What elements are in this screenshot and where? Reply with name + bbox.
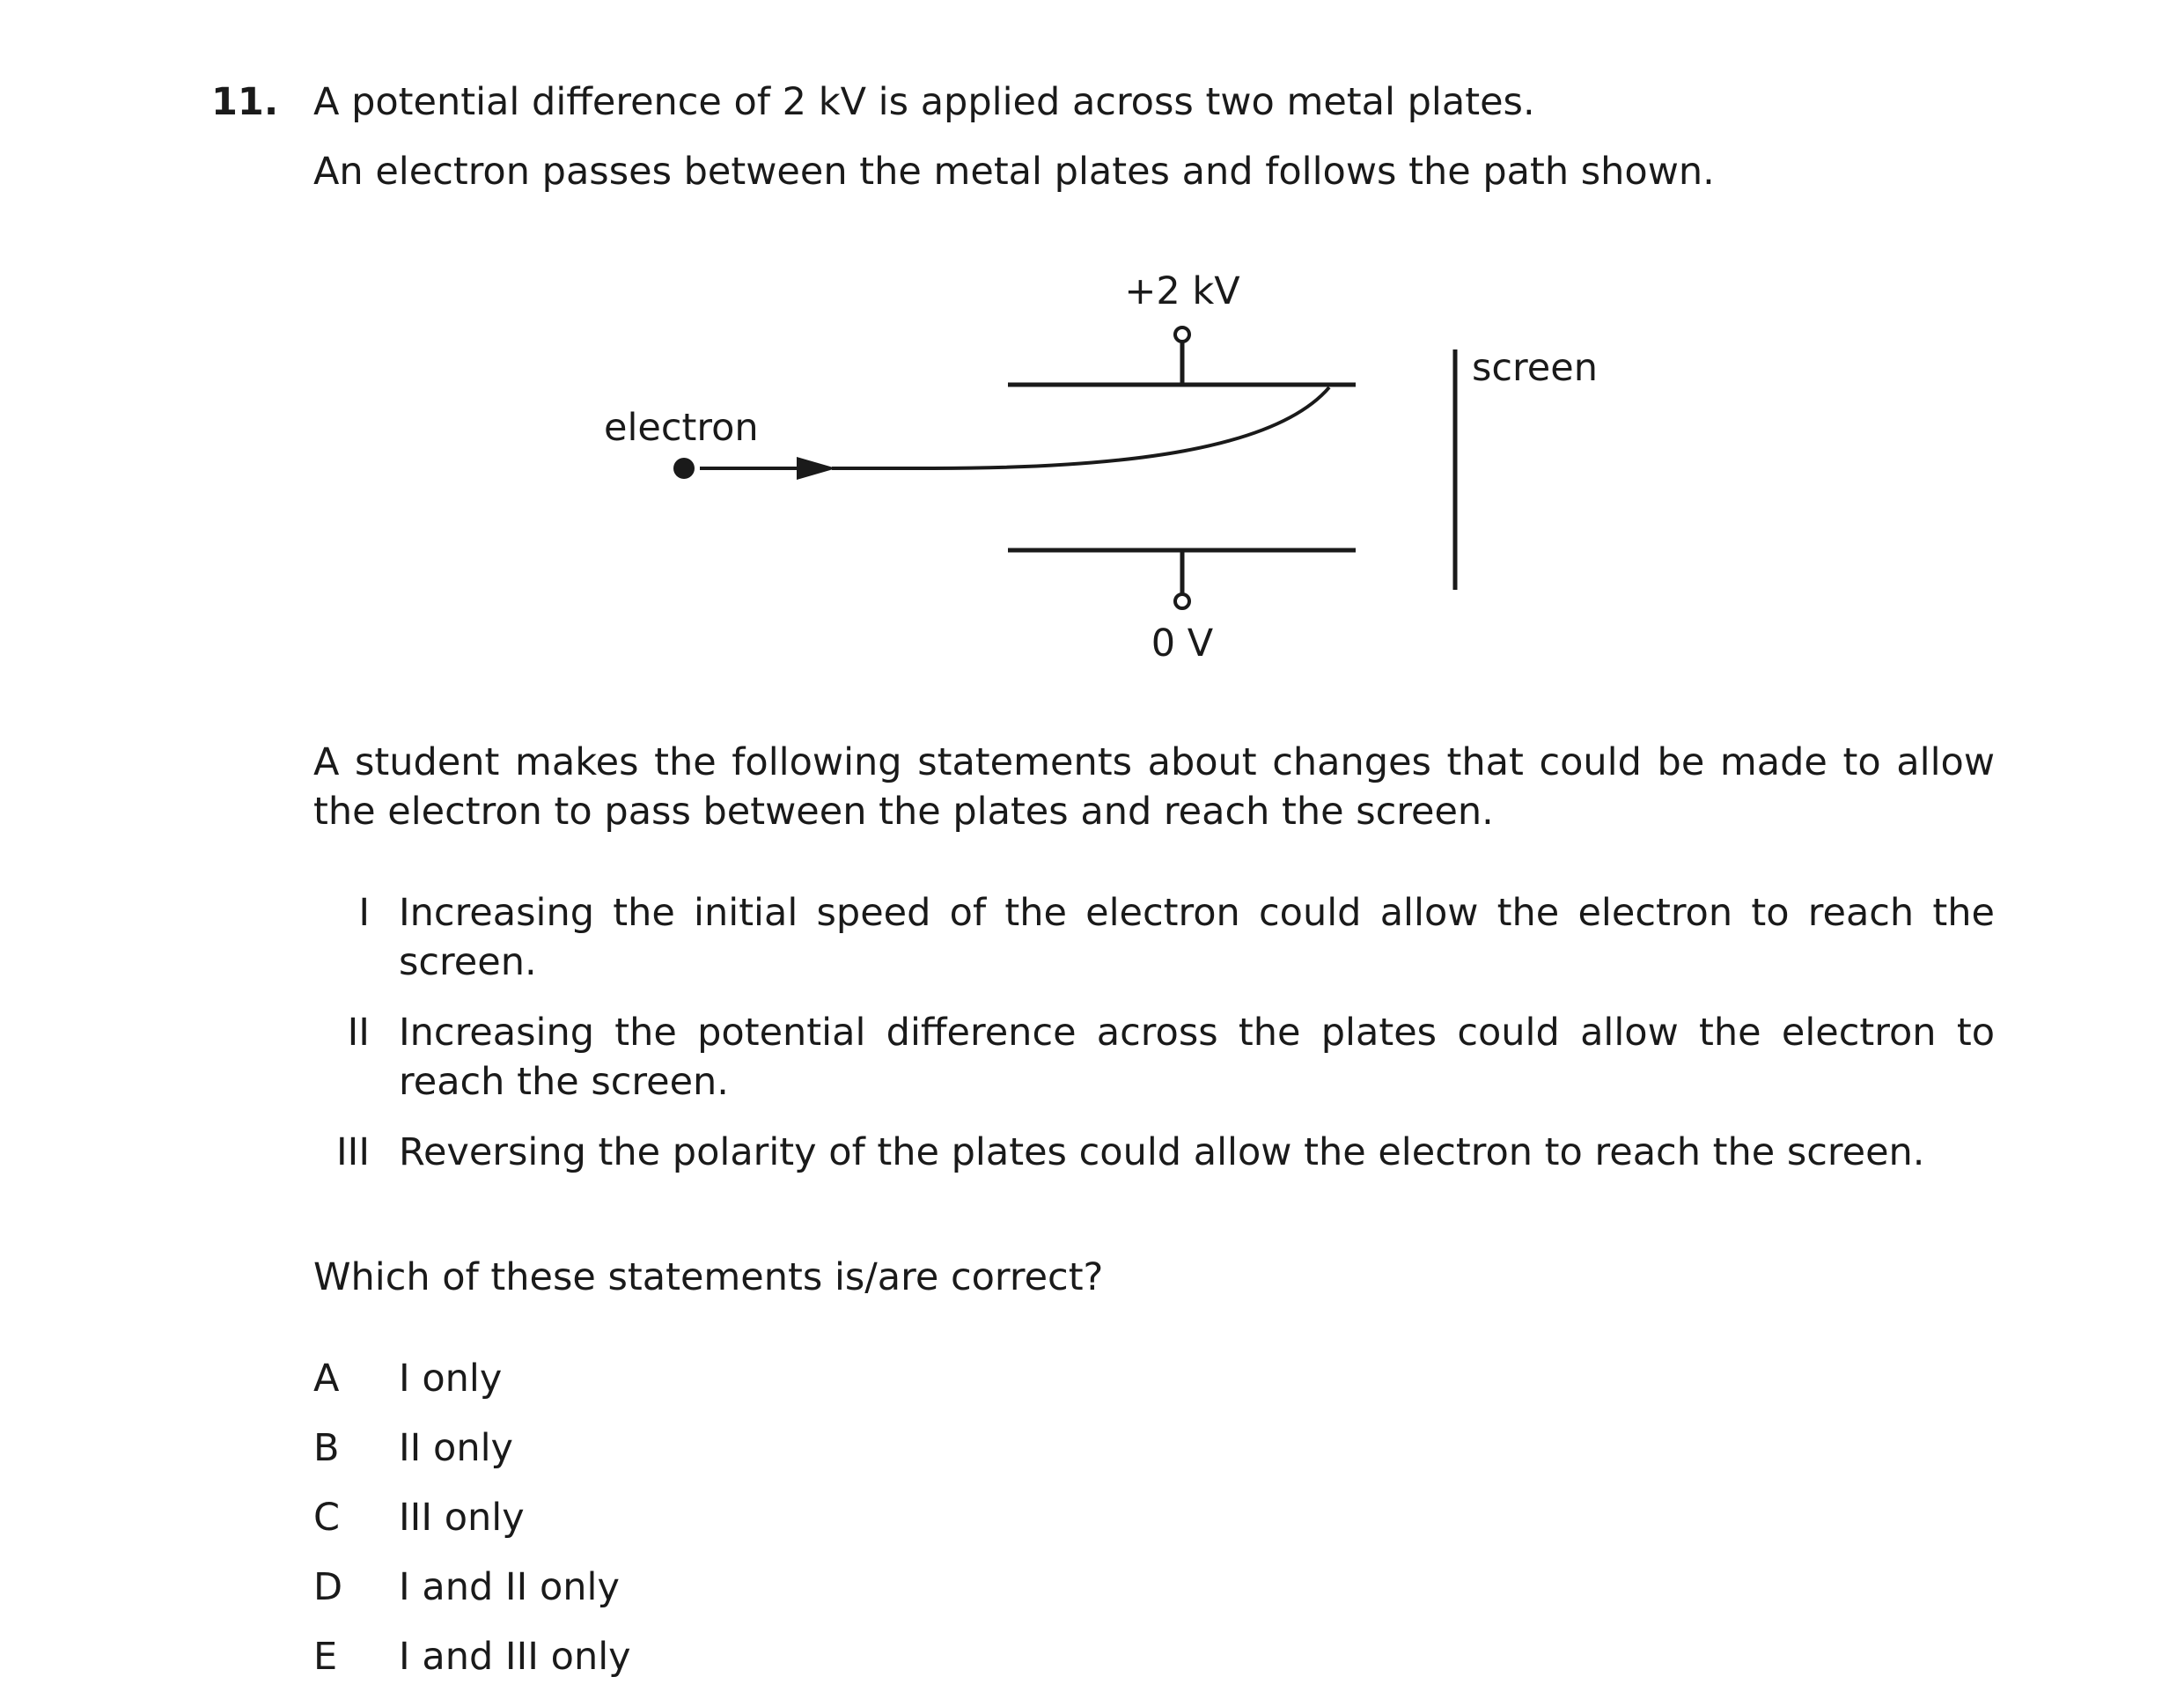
- top-terminal-label: +2 kV: [1124, 269, 1240, 313]
- statement-3-numeral: III: [335, 1130, 370, 1174]
- prompt: Which of these statements is/are correct?: [313, 1255, 1104, 1299]
- electron-label: electron: [604, 406, 759, 450]
- statement-2-numeral: II: [347, 1011, 370, 1055]
- question-line-1: A potential difference of 2 kV is applied across two metal plates.: [313, 80, 1535, 124]
- electron-deflection-diagram: [0, 0, 2184, 704]
- bottom-terminal: [1175, 594, 1189, 608]
- screen-label: screen: [1472, 346, 1598, 390]
- bottom-terminal-label: 0 V: [1151, 621, 1214, 666]
- option-c-letter: C: [313, 1496, 341, 1540]
- option-e-letter: E: [313, 1635, 338, 1679]
- statement-2-text: Increasing the potential difference across the plates could allow the electron to reach the screen.: [399, 1011, 1995, 1104]
- electron-arrowhead: [797, 457, 836, 480]
- electron-dot: [673, 458, 695, 479]
- statement-3-text: Reversing the polarity of the plates could allow the electron to reach the screen.: [399, 1130, 1925, 1174]
- statement-1-text: Increasing the initial speed of the electron could allow the electron to reach the screen.: [399, 891, 1995, 984]
- option-b-letter: B: [313, 1426, 340, 1470]
- option-d-letter: D: [313, 1565, 343, 1609]
- question-line-2: An electron passes between the metal plates and follows the path shown.: [313, 150, 1715, 194]
- option-a-text: I only: [399, 1357, 503, 1401]
- option-c-text: III only: [399, 1496, 525, 1540]
- intro-paragraph: A student makes the following statements about changes that could be made to allow the electron to pass between the plates and reach the screen.: [313, 740, 1995, 834]
- top-terminal: [1175, 327, 1189, 342]
- option-e-text: I and III only: [399, 1635, 631, 1679]
- electron-path: [832, 387, 1329, 468]
- statement-1-numeral: I: [358, 891, 370, 935]
- option-b-text: II only: [399, 1426, 513, 1470]
- question-number: 11.: [211, 80, 279, 124]
- option-d-text: I and II only: [399, 1565, 620, 1609]
- option-a-letter: A: [313, 1357, 340, 1401]
